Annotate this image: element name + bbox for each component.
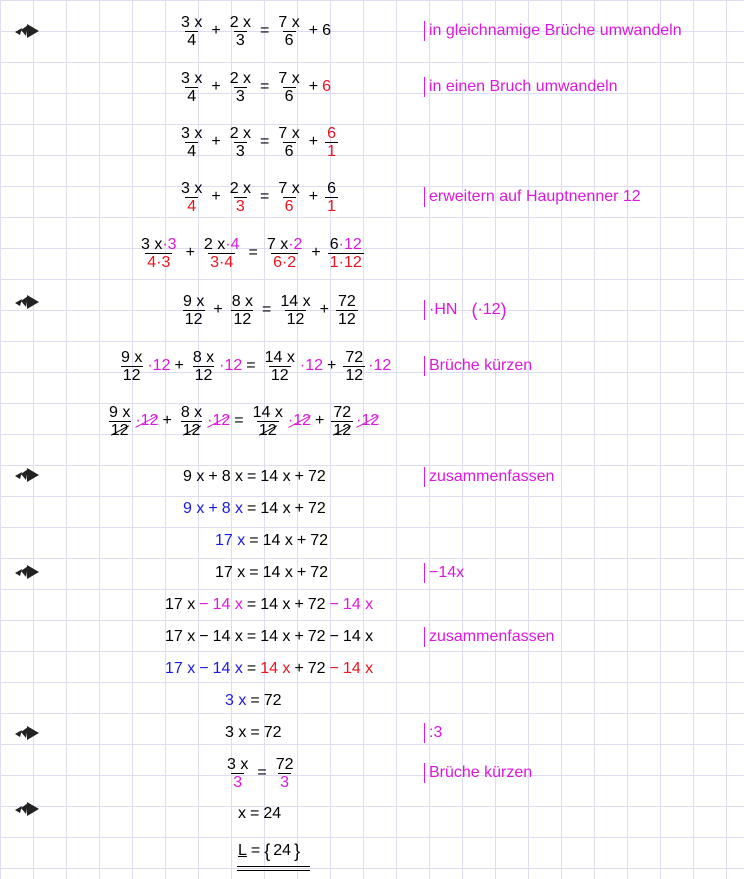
- evaluate-arrow-icon[interactable]: [13, 562, 41, 582]
- double-underline: [237, 866, 310, 871]
- evaluate-arrow-icon[interactable]: [13, 723, 41, 743]
- worksheet: $\frac{3 x}{4}$ + $\frac{2 x}{3}$ = $\frac{7 x}{6}$ + 6 in gleichnamige Brüche umwandeln $\frac{3 x}{4}$ + $\frac{2 x}{3}$ = $\frac{7 x}{6}$ + 6 in einen Bruch umwandeln $\frac{3 x}{4}$ + $\frac{2 x}{3}$ = $\frac{7 x}{6}$ + $\frac{6}{1}$ $\frac{3 x}{4}$ + $\frac{2 x}{3}$ = $\frac{7 x}{6}$ + $\frac{6}{1}$ erweitern auf Hauptnenner 12 $\frac{3 x\cdot 3}{4\cdot 3}$ + $\frac{2 x\cdot 4}{3\cdot 4}$ = $\frac{7 x\cdot 2}{6\cdot 2}$ + $\frac{6\cdot 12}{1\cdot 12}$ $\frac{9 x}{12}$ + $\frac{8 x}{12}$ = $\frac{14 x}{12}$ + $\frac{72}{12}$ ·HN ( ·12 ) $\frac{9 x}{12}$ ·12 + $\frac{8 x}{12}$ ·12 = $\frac{14 x}{12}$ ·12 + $\frac{72}{12}$ ·12 Brüche kürzen $\frac{9 x}{12}$ ·12 + $\frac{8 x}{12}$ ·12 = $\frac{14 x}{12}$ ·12 + $\frac{72}{12}$ ·12 9 x + 8 x = 14 x + 72 zusammenfassen 9 x + 8 x = 14 x + 72 17 x = 14 x + 72 17 x = 14 x + 72 −14x 17 x − 14 x = 14 x + 72 − 14 x 17 x − 14 x = 14 x + 72 − 14 x zusammenfassen 17 x − 14 x = 14 x + 72 − 14 x 3 x = 72 3 x = 72 :3 $\frac{3 x}{3}$ = $\frac{72}{3}$ Brüche kürzen x = 24 L = { 24 }: [0, 0, 744, 879]
- evaluate-arrow-icon[interactable]: [13, 21, 41, 41]
- evaluate-arrow-icon[interactable]: [13, 799, 41, 819]
- evaluate-arrow-icon[interactable]: [13, 292, 41, 312]
- evaluate-arrow-icon[interactable]: [13, 465, 41, 485]
